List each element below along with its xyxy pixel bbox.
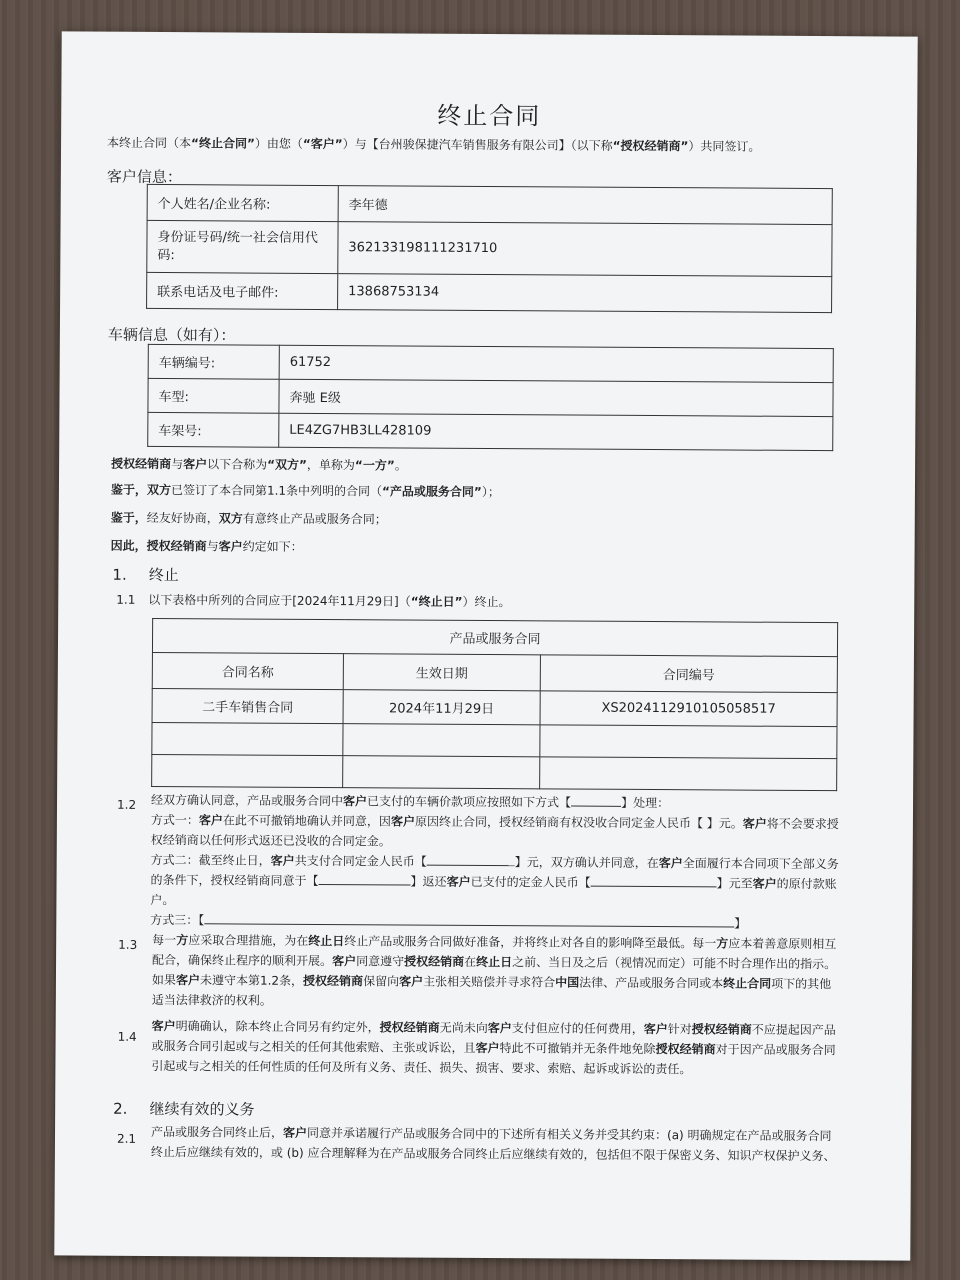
vin-value: LE4ZG7HB3LL428109 [279, 413, 833, 450]
clause-1-3: 每一方应采取合理措施，为在终止日终止产品或服务合同做好准备，并将终止对各自的影响降至最低。每一方应本着善意原则相互 配合，确保终止程序的顺利开展。客户同意遵守授权经销商在终止日之前、当日及之后（视情况而定）可能不时合理作出的指示。 如果客户未遵守本第1.2条，授权经销商保留向客户主张相关赔偿并寻求符合中国法律、产品或服务合同或本终止合同项下的其他 适当法律救济的权利。 [151, 932, 837, 1008]
clause-1-2-intro: 经双方确认同意，产品或服务合同中客户已支付的车辆价款项应按照如下方式【 】处理： [151, 792, 670, 811]
vehicle-no-label: 车辆编号: [148, 344, 279, 379]
table-row [147, 220, 832, 276]
table-row [147, 272, 832, 312]
table-row [152, 618, 837, 656]
model-value: 奔驰 E级 [279, 379, 833, 416]
contract-page [54, 31, 917, 1260]
recital-whereas-1: 鉴于，双方已签订了本合同第1.1条中列明的合同（“产品或服务合同”）； [110, 482, 500, 500]
clause-2-1-number: 2.1 [116, 1131, 137, 1146]
cell-contract-name: 二手车销售合同 [152, 688, 343, 723]
id-label: 身份证号码/统一社会信用代码: [147, 220, 338, 273]
contract-table [151, 618, 838, 791]
vehicle-no-value: 61752 [279, 345, 833, 382]
clause-1-4-number: 1.4 [117, 1029, 137, 1044]
table-row [148, 412, 833, 450]
clause-1-4: 客户明确确认，除本终止合同另有约定外，授权经销商无尚未向客户支付但应付的任何费用，客户针对授权经销商不应提起因产品 或服务合同引起或与之相关的任何其他索赔、主张或诉讼，且客户特此不可撤销并无条件地免除授权经销商对于因产品或服务合同 引起或与之相关的任何性质的任何及所有义务、责任、损失、损害、要求、索赔、起诉或诉讼的责任。 [151, 1018, 836, 1077]
name-label: 个人姓名/企业名称: [147, 184, 338, 221]
section-2-heading: 2. 继续有效的义务 [113, 1099, 255, 1119]
table-row [152, 754, 837, 790]
contact-value: 13868753134 [338, 274, 832, 313]
method-two: 方式二：截至终止日，客户共支付合同定金人民币【 】元，双方确认并同意，在客户全面履行本合同项下全部义务 的条件下，授权经销商同意于【 】返还客户已支付的定金人民币【 】元至客户的原付款账 户。 [150, 852, 839, 908]
empty-cell [152, 722, 343, 755]
vehicle-info-table [147, 344, 834, 451]
vin-label: 车架号: [148, 412, 279, 447]
recital-therefore: 因此，授权经销商与客户约定如下： [110, 538, 303, 554]
name-value: 李年德 [338, 186, 832, 225]
empty-cell [540, 757, 837, 791]
customer-info-table [146, 184, 833, 313]
clause-1-2 [150, 790, 887, 934]
section-1-heading: 1. 终止 [112, 565, 179, 585]
clause-1-2-number: 1.2 [116, 797, 137, 812]
method-one: 方式一：客户在此不可撤销地确认并同意，因客户原因终止合同，授权经销商有权没收合同定金人民币【 】元。客户将不会要求授 权经销商以任何形式返还已没收的合同定金。 [150, 812, 839, 849]
table-row [152, 652, 837, 692]
customer-info-heading: 客户信息： [106, 167, 182, 187]
document-title: 终止合同 [437, 101, 542, 131]
recital-whereas-2: 鉴于，经友好协商，双方有意终止产品或服务合同； [110, 510, 387, 527]
header-contract-name: 合同名称 [152, 652, 343, 689]
empty-cell [343, 724, 540, 757]
header-effective-date: 生效日期 [343, 654, 540, 691]
empty-cell [152, 754, 343, 787]
table-row [147, 184, 832, 224]
method-three: 方式三：【 】 [150, 912, 747, 931]
model-label: 车型: [148, 378, 279, 413]
recital-parties: 授权经销商与客户以下合称为“双方”，单称为“一方”。 [111, 456, 407, 473]
vehicle-info-heading: 车辆信息（如有）： [107, 325, 236, 345]
cell-contract-number: XS2024112910105058517 [540, 691, 837, 727]
cell-effective-date: 2024年11月29日 [343, 690, 540, 725]
empty-cell [540, 725, 837, 759]
id-value: 362133198111231710 [338, 222, 832, 277]
contact-label: 联系电话及电子邮件: [147, 272, 338, 309]
table-row [152, 688, 837, 726]
table-row [148, 378, 833, 416]
contract-table-caption: 产品或服务合同 [152, 618, 837, 656]
table-row [152, 722, 837, 758]
header-contract-number: 合同编号 [540, 655, 837, 693]
clause-2-1: 产品或服务合同终止后，客户同意并承诺履行产品或服务合同中的下述所有相关义务并受其约束：(a) 明确规定在产品或服务合同 终止后应继续有效的，或 (b) 应合理解释为在产品或服务合同终止后应继续有效的，包括但不限于保密义务、知识产权保护义务、 [150, 1124, 836, 1164]
empty-cell [343, 756, 540, 789]
table-row [148, 344, 833, 382]
clause-1-1: 1.1 以下表格中所列的合同应于[2024年11月29日]（“终止日”）终止。 [116, 592, 511, 610]
clause-1-3-number: 1.3 [118, 937, 138, 952]
intro-paragraph: 本终止合同（本“终止合同”）由您（“客户”）与【台州骏保捷汽车销售服务有限公司】（以下称“授权经销商”）共同签订。 [107, 135, 761, 154]
